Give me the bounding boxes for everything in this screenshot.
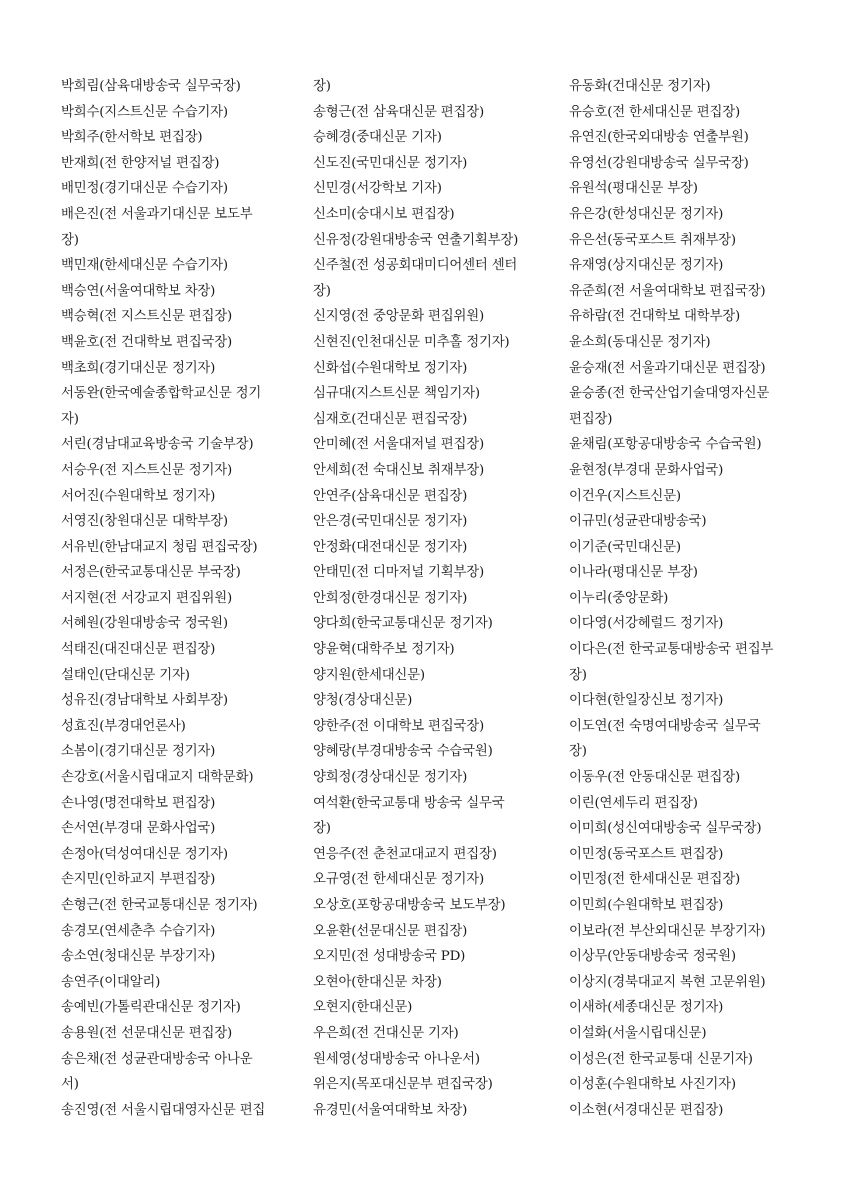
name-entry: 이민정(동국포스트 편집장) [569, 846, 724, 862]
name-entry: 장) [61, 232, 79, 248]
name-entry: 서동완(한국예술종합학교신문 정기 [61, 386, 262, 402]
name-entry: 손서연(부경대 문화사업국) [61, 821, 216, 837]
name-entry: 이동우(전 안동대신문 편집장) [569, 770, 740, 786]
name-entry: 배은진(전 서울과기대신문 보도부 [61, 206, 253, 222]
name-entry: 백승혁(전 지스트신문 편집장) [61, 309, 232, 325]
name-entry: 유동화(건대신문 정기자) [569, 79, 711, 94]
name-entry: 신유정(강원대방송국 연출기획부장) [313, 232, 519, 248]
name-entry: 이성훈(수원대학보 사진기자) [569, 1077, 736, 1093]
name-entry: 여석환(한국교통대 방송국 실무국 [313, 795, 505, 811]
name-entry: 박희주(한서학보 편집장) [61, 130, 203, 146]
name-entry: 이성은(전 한국교통대 신문기자) [569, 1051, 753, 1067]
name-entry: 양다희(한국교통대신문 정기자) [313, 616, 493, 632]
name-entry: 이설화(서울시립대신문) [569, 1025, 707, 1041]
name-entry: 박희수(지스트신문 수습기자) [61, 104, 228, 120]
name-entry: 송진영(전 서울시립대영자신문 편집 [61, 1102, 266, 1118]
name-entry: 이상무(안동대방송국 정국원) [569, 949, 736, 965]
name-entry: 신현진(인천대신문 미추홀 정기자) [313, 334, 510, 350]
name-entry: 윤소희(동대신문 정기자) [569, 334, 711, 350]
name-entry: 서린(경남대교육방송국 기술부장) [61, 437, 254, 453]
name-entry: 양희정(경상대신문 정기자) [313, 770, 468, 786]
name-entry: 이린(연세두리 편집장) [569, 795, 698, 811]
name-entry: 장) [569, 667, 587, 683]
name-entry: 양혜랑(부경대방송국 수습국원) [313, 744, 493, 760]
name-entry: 이기준(국민대신문) [569, 539, 681, 555]
name-entry: 송경모(연세춘추 수습기자) [61, 923, 216, 939]
name-entry: 서혜원(강원대방송국 정국원) [61, 616, 228, 632]
name-entry: 심규대(지스트신문 책임기자) [313, 386, 480, 402]
column-3 [569, 74, 805, 1123]
name-entry: 백윤호(전 건대학보 편집국장) [61, 334, 232, 350]
name-entry: 손정아(덕성여대신문 정기자) [61, 846, 228, 862]
name-entry: 성유진(경남대학보 사회부장) [61, 693, 228, 709]
name-entry: 편집장) [569, 411, 613, 427]
name-entry: 신소미(숭대시보 편집장) [313, 206, 455, 222]
name-entry: 오상호(포항공대방송국 보도부장) [313, 898, 506, 913]
name-entry: 양지원(한세대신문) [313, 667, 425, 683]
name-entry: 서) [61, 1077, 79, 1093]
name-entry: 신도진(국민대신문 정기자) [313, 155, 468, 171]
name-entry: 신주철(전 성공회대미디어센터 센터 [313, 258, 518, 274]
name-entry: 백초희(경기대신문 정기자) [61, 360, 216, 376]
name-entry: 안미혜(전 서울대저널 편집장) [313, 437, 484, 453]
name-entry: 윤승종(전 한국산업기술대영자신문 [569, 386, 770, 402]
name-entry: 유연진(한국외대방송 연출부원) [569, 130, 749, 146]
name-entry: 유은선(동국포스트 취재부장) [569, 232, 736, 248]
name-entry: 윤현정(부경대 문화사업국) [569, 462, 724, 478]
name-entry: 안희정(한경대신문 정기자) [313, 590, 468, 606]
name-entry: 백승연(서울여대학보 차장) [61, 283, 216, 299]
column-1 [61, 74, 297, 1123]
name-entry: 이나라(평대신문 부장) [569, 565, 698, 581]
name-entry: 이새하(세종대신문 정기자) [569, 1000, 724, 1016]
name-entry: 서유빈(한남대교지 청림 편집국장) [61, 539, 258, 555]
name-entry: 소봄이(경기대신문 정기자) [61, 744, 216, 760]
name-entry: 송연주(이대알리) [61, 974, 161, 990]
name-entry: 이민희(수원대학보 편집장) [569, 898, 724, 913]
name-entry: 신화섭(수원대학보 정기자) [313, 360, 468, 376]
name-entry: 송예빈(가톨릭관대신문 정기자) [61, 1000, 241, 1016]
name-entry: 안정화(대전대신문 정기자) [313, 539, 468, 555]
name-entry: 이미희(성신여대방송국 실무국장) [569, 821, 762, 837]
name-entry: 성효진(부경대언론사) [61, 718, 186, 734]
name-entry: 유은강(한성대신문 정기자) [569, 206, 724, 222]
name-entry: 우은희(전 건대신문 기자) [313, 1025, 459, 1041]
name-entry: 손지민(인하교지 부편집장) [61, 872, 216, 888]
name-entry: 유재영(상지대신문 정기자) [569, 258, 724, 274]
name-entry: 안세희(전 숙대신보 취재부장) [313, 462, 484, 478]
name-entry: 서정은(한국교통대신문 부국장) [61, 565, 241, 581]
name-entry: 오윤환(선문대신문 편집장) [313, 923, 468, 939]
name-entry: 장) [313, 79, 331, 94]
name-entry: 오지민(전 성대방송국 PD) [313, 949, 466, 965]
name-entry: 이누리(중앙문화) [569, 590, 669, 606]
name-entry: 유원석(평대신문 부장) [569, 181, 698, 197]
name-entry: 양한주(전 이대학보 편집국장) [313, 718, 484, 734]
name-entry: 유경민(서울여대학보 차장) [313, 1102, 468, 1118]
name-entry: 배민정(경기대신문 수습기자) [61, 181, 228, 197]
name-entry: 승혜경(중대신문 기자) [313, 130, 442, 146]
name-entry: 이민정(전 한세대신문 편집장) [569, 872, 740, 888]
name-entry: 이건우(지스트신문) [569, 488, 681, 504]
name-entry: 장) [569, 744, 587, 760]
name-entry: 이규민(성균관대방송국) [569, 514, 707, 530]
name-entry: 심재호(건대신문 편집국장) [313, 411, 468, 427]
name-entry: 윤승재(전 서울과기대신문 편집장) [569, 360, 766, 376]
name-entry: 이보라(전 부산외대신문 부장기자) [569, 923, 766, 939]
name-entry: 안태민(전 디마저널 기획부장) [313, 565, 484, 581]
name-entry: 연응주(전 춘천교대교지 편집장) [313, 846, 497, 862]
name-entry: 반재희(전 한양저널 편집장) [61, 155, 220, 171]
name-entry: 백민재(한세대신문 수습기자) [61, 258, 228, 274]
name-entry: 설태인(단대신문 기자) [61, 667, 190, 683]
name-entry: 윤채림(포항공대방송국 수습국원) [569, 437, 762, 453]
name-entry: 오현지(한대신문) [313, 1000, 413, 1016]
name-entry: 유하람(전 건대학보 대학부장) [569, 309, 740, 325]
name-entry: 송형근(전 삼육대신문 편집장) [313, 104, 484, 120]
name-entry: 이다영(서강헤럴드 정기자) [569, 616, 724, 632]
name-entry: 신민경(서강학보 기자) [313, 181, 442, 197]
name-entry: 이상지(경북대교지 복현 고문위원) [569, 974, 766, 990]
name-entry: 신지영(전 중앙문화 편집위원) [313, 309, 484, 325]
name-entry: 유준희(전 서울여대학보 편집국장) [569, 283, 766, 299]
name-entry: 손나영(명전대학보 편집장) [61, 795, 216, 811]
name-entry: 유승호(전 한세대신문 편집장) [569, 104, 740, 120]
name-entry: 서영진(창원대신문 대학부장) [61, 514, 228, 530]
name-entry: 오현아(한대신문 차장) [313, 974, 442, 990]
name-entry: 안은경(국민대신문 정기자) [313, 514, 468, 530]
name-entry: 안연주(삼육대신문 편집장) [313, 488, 468, 504]
name-entry: 양청(경상대신문) [313, 693, 413, 709]
name-entry: 유영선(강원대방송국 실무국장) [569, 155, 749, 171]
name-entry: 장) [313, 283, 331, 299]
name-entry: 이다은(전 한국교통대방송국 편집부 [569, 642, 774, 658]
name-entry: 이다현(한일장신보 정기자) [569, 693, 724, 709]
name-entry: 자) [61, 411, 79, 427]
name-entry: 송소연(청대신문 부장기자) [61, 949, 216, 965]
name-entry: 장) [313, 821, 331, 837]
name-entry: 원세영(성대방송국 아나운서) [313, 1051, 480, 1067]
name-entry: 송용원(전 선문대신문 편집장) [61, 1025, 232, 1041]
name-entry: 이도연(전 숙명여대방송국 실무국 [569, 718, 761, 734]
name-entry: 손강호(서울시립대교지 대학문화) [61, 770, 254, 786]
name-entry: 송은채(전 성균관대방송국 아나운 [61, 1051, 253, 1067]
name-entry: 이소현(서경대신문 편집장) [569, 1102, 724, 1118]
name-entry: 오규영(전 한세대신문 정기자) [313, 872, 484, 888]
name-entry: 서승우(전 지스트신문 정기자) [61, 462, 232, 478]
name-entry: 석태진(대진대신문 편집장) [61, 642, 216, 658]
name-entry: 박희림(삼육대방송국 실무국장) [61, 79, 241, 94]
name-entry: 서어진(수원대학보 정기자) [61, 488, 216, 504]
name-entry: 양윤혁(대학주보 정기자) [313, 642, 455, 658]
name-entry: 서지현(전 서강교지 편집위원) [61, 590, 232, 606]
name-entry: 손형근(전 한국교통대신문 정기자) [61, 898, 258, 913]
name-entry: 위은지(목포대신문부 편집국장) [313, 1077, 493, 1093]
column-2 [313, 74, 549, 1123]
